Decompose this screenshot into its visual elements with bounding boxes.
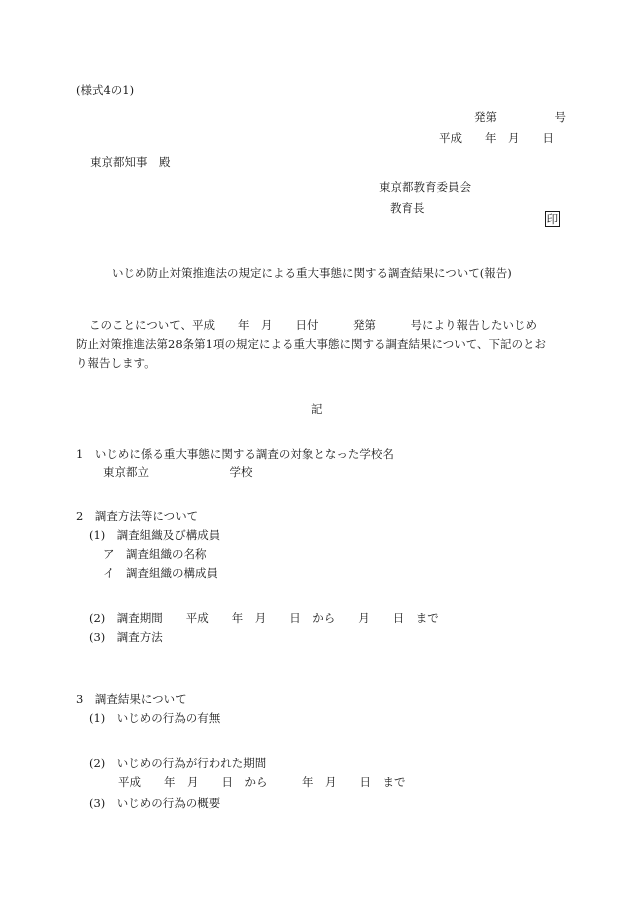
form-number: (様式4の1)	[76, 83, 135, 97]
section-2-item-1b: イ 調査組織の構成員	[103, 566, 218, 580]
issue-number: 発第 号	[474, 110, 566, 124]
section-2-item-1: (1) 調査組織及び構成員	[89, 528, 221, 542]
section-3-item-2: (2) いじめの行為が行われた期間	[89, 756, 267, 770]
report-date: 平成 年 月 日	[439, 131, 554, 145]
section-2-heading: 2 調査方法等について	[76, 509, 199, 523]
sender-org: 東京都教育委員会	[379, 180, 471, 194]
section-2-item-2: (2) 調査期間 平成 年 月 日 から 月 日 まで	[89, 611, 439, 625]
section-2-item-3: (3) 調査方法	[89, 630, 163, 644]
seal-mark: 印	[546, 211, 559, 226]
intro-line-2: 防止対策推進法第28条第1項の規定による重大事態に関する調査結果について、下記のとお	[76, 337, 546, 351]
section-1-school: 東京都立 学校	[103, 465, 253, 479]
ki-heading: 記	[311, 402, 323, 416]
report-title: いじめ防止対策推進法の規定による重大事態に関する調査結果について(報告)	[112, 266, 512, 280]
seal-stamp	[530, 199, 560, 238]
section-3-item-3: (3) いじめの行為の概要	[89, 796, 221, 810]
section-3-item-2-period: 平成 年 月 日 から 年 月 日 まで	[118, 775, 406, 789]
section-3-item-1: (1) いじめの行為の有無	[89, 711, 221, 725]
addressee: 東京都知事 殿	[90, 155, 171, 169]
section-1-heading: 1 いじめに係る重大事態に関する調査の対象となった学校名	[76, 447, 394, 461]
section-3-heading: 3 調査結果について	[76, 692, 187, 706]
intro-line-1: このことについて、平成 年 月 日付 発第 号により報告したいじめ	[89, 318, 538, 332]
sender-title: 教育長	[390, 201, 425, 215]
intro-line-3: り報告します。	[76, 356, 156, 370]
section-2-item-1a: ア 調査組織の名称	[103, 547, 207, 561]
